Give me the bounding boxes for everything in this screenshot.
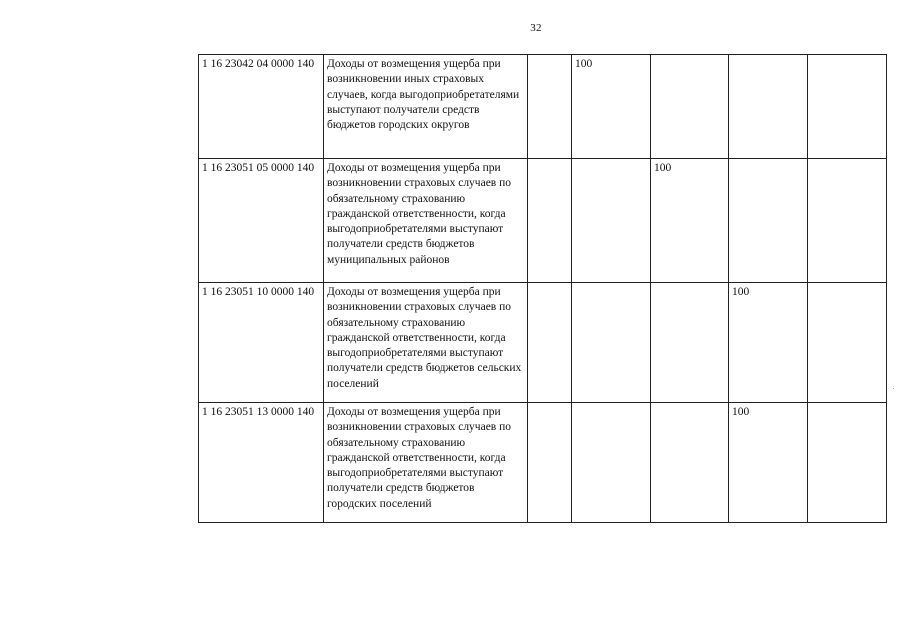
revenue-description-cell: Доходы от возмещения ущерба при возникновении иных страховых случаев, когда выгодоприобретателями выступают получатели средств бюджетов городских округов (324, 55, 528, 159)
value-cell (651, 55, 729, 159)
value-cell (808, 159, 887, 283)
scan-artifact (893, 388, 894, 389)
value-cell (572, 283, 651, 403)
value-cell: 100 (572, 55, 651, 159)
page-number: 32 (530, 22, 542, 34)
value-cell: 100 (651, 159, 729, 283)
revenue-code-cell: 1 16 23051 13 0000 140 (199, 403, 324, 523)
revenue-description-cell: Доходы от возмещения ущерба при возникновении страховых случаев по обязательному страхованию гражданской ответственности, когда выгодоприобретателями выступают получатели средств бюджетов муниципальных районов (324, 159, 528, 283)
value-cell (808, 283, 887, 403)
value-cell (729, 159, 808, 283)
value-cell (528, 403, 572, 523)
value-cell (572, 159, 651, 283)
value-cell (528, 283, 572, 403)
value-cell: 100 (729, 283, 808, 403)
value-cell (528, 159, 572, 283)
value-cell (808, 55, 887, 159)
revenue-code-cell: 1 16 23051 10 0000 140 (199, 283, 324, 403)
revenue-code-cell: 1 16 23042 04 0000 140 (199, 55, 324, 159)
revenue-description-cell: Доходы от возмещения ущерба при возникновении страховых случаев по обязательному страхованию гражданской ответственности, когда выгодоприобретателями выступают получатели средств бюджетов городских поселений (324, 403, 528, 523)
value-cell (651, 403, 729, 523)
value-cell (651, 283, 729, 403)
value-cell (729, 55, 808, 159)
table-row (199, 55, 887, 159)
value-cell (528, 55, 572, 159)
table-row (199, 403, 887, 523)
value-cell (572, 403, 651, 523)
revenue-allocation-table (198, 54, 887, 523)
revenue-description-cell: Доходы от возмещения ущерба при возникновении страховых случаев по обязательному страхованию гражданской ответственности, когда выгодоприобретателями выступают получатели средств бюджетов сельских поселений (324, 283, 528, 403)
value-cell (808, 403, 887, 523)
revenue-code-cell: 1 16 23051 05 0000 140 (199, 159, 324, 283)
value-cell: 100 (729, 403, 808, 523)
table-row (199, 159, 887, 283)
table-row (199, 283, 887, 403)
